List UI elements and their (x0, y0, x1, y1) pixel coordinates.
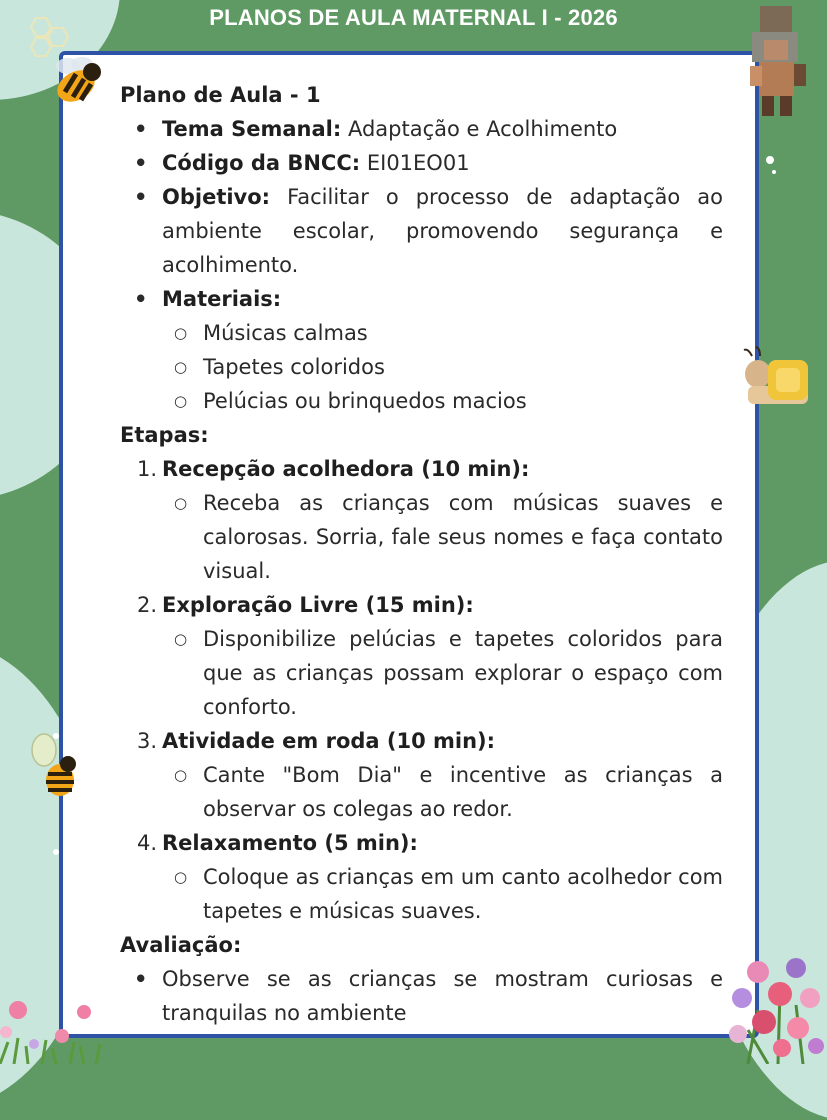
bullet-marker: • (134, 967, 148, 991)
step-detail (120, 758, 723, 826)
circle-bullet-icon: ○ (174, 766, 188, 784)
bullet-theme (120, 112, 723, 146)
bullet-marker: • (134, 117, 148, 141)
bullet-text: Facilitar o processo de adaptação ao ambiente escolar, promovendo segurança e acolhimento. (162, 185, 723, 277)
step-detail-text: Coloque as crianças em um canto acolhedor com tapetes e músicas suaves. (203, 865, 723, 923)
evaluation-text: Observe se as crianças se mostram curiosas e tranquilas no ambiente (162, 967, 723, 1025)
step-detail-text: Receba as crianças com músicas suaves e calorosas. Sorria, fale seus nomes e faça contato visual. (203, 491, 723, 583)
bullet-marker: • (134, 151, 148, 175)
lesson-title: Plano de Aula - 1 (120, 83, 321, 107)
step-item (120, 826, 723, 860)
circle-bullet-icon: ○ (174, 630, 188, 648)
step-title: Exploração Livre (15 min): (162, 593, 474, 617)
material-text: Pelúcias ou brinquedos macios (203, 389, 527, 413)
step-detail (120, 486, 723, 588)
material-text: Músicas calmas (203, 321, 368, 345)
bee-icon (46, 52, 106, 112)
bullet-text: Adaptação e Acolhimento (347, 117, 618, 141)
bullet-text: EI01EO01 (366, 151, 470, 175)
circle-bullet-icon: ○ (174, 358, 188, 376)
material-item (120, 316, 723, 350)
bullet-marker: • (134, 287, 148, 311)
circle-bullet-icon: ○ (174, 494, 188, 512)
step-detail (120, 622, 723, 724)
sparkle-icon (50, 730, 66, 860)
circle-bullet-icon: ○ (174, 324, 188, 342)
flowers-icon (718, 950, 827, 1064)
step-title: Recepção acolhedora (10 min): (162, 457, 530, 481)
bullet-materials (120, 282, 723, 316)
bullet-label: Objetivo: (162, 185, 271, 209)
step-item (120, 588, 723, 622)
bullet-label: Código da BNCC: (162, 151, 361, 175)
material-item (120, 350, 723, 384)
step-title: Relaxamento (5 min): (162, 831, 418, 855)
step-number: 1. (137, 457, 158, 481)
step-number: 4. (137, 831, 158, 855)
circle-bullet-icon: ○ (174, 392, 188, 410)
steps-heading: Etapas: (120, 423, 209, 447)
step-item (120, 724, 723, 758)
circle-bullet-icon: ○ (174, 868, 188, 886)
bullet-objective (120, 180, 723, 282)
bullet-bncc-code (120, 146, 723, 180)
evaluation-heading: Avaliação: (120, 933, 242, 957)
evaluation-item (120, 962, 723, 1030)
step-number: 3. (137, 729, 158, 753)
bullet-label: Tema Semanal: (162, 117, 342, 141)
bullet-label: Materiais: (162, 287, 282, 311)
step-detail-text: Disponibilize pelúcias e tapetes coloridos para que as crianças possam explorar o espaço com conforto. (203, 627, 723, 719)
step-detail-text: Cante "Bom Dia" e incentive as crianças a observar os colegas ao redor. (203, 763, 723, 821)
step-number: 2. (137, 593, 158, 617)
lesson-content (120, 78, 723, 1030)
bullet-marker: • (134, 185, 148, 209)
page-header: PLANOS DE AULA MATERNAL I - 2026 (209, 5, 618, 30)
snail-icon (740, 346, 810, 410)
step-item (120, 452, 723, 486)
flowers-icon (0, 990, 110, 1064)
material-text: Tapetes coloridos (203, 355, 385, 379)
sparkle-icon (760, 150, 780, 180)
step-detail (120, 860, 723, 928)
cartoon-character-icon (742, 4, 810, 118)
material-item (120, 384, 723, 418)
step-title: Atividade em roda (10 min): (162, 729, 496, 753)
